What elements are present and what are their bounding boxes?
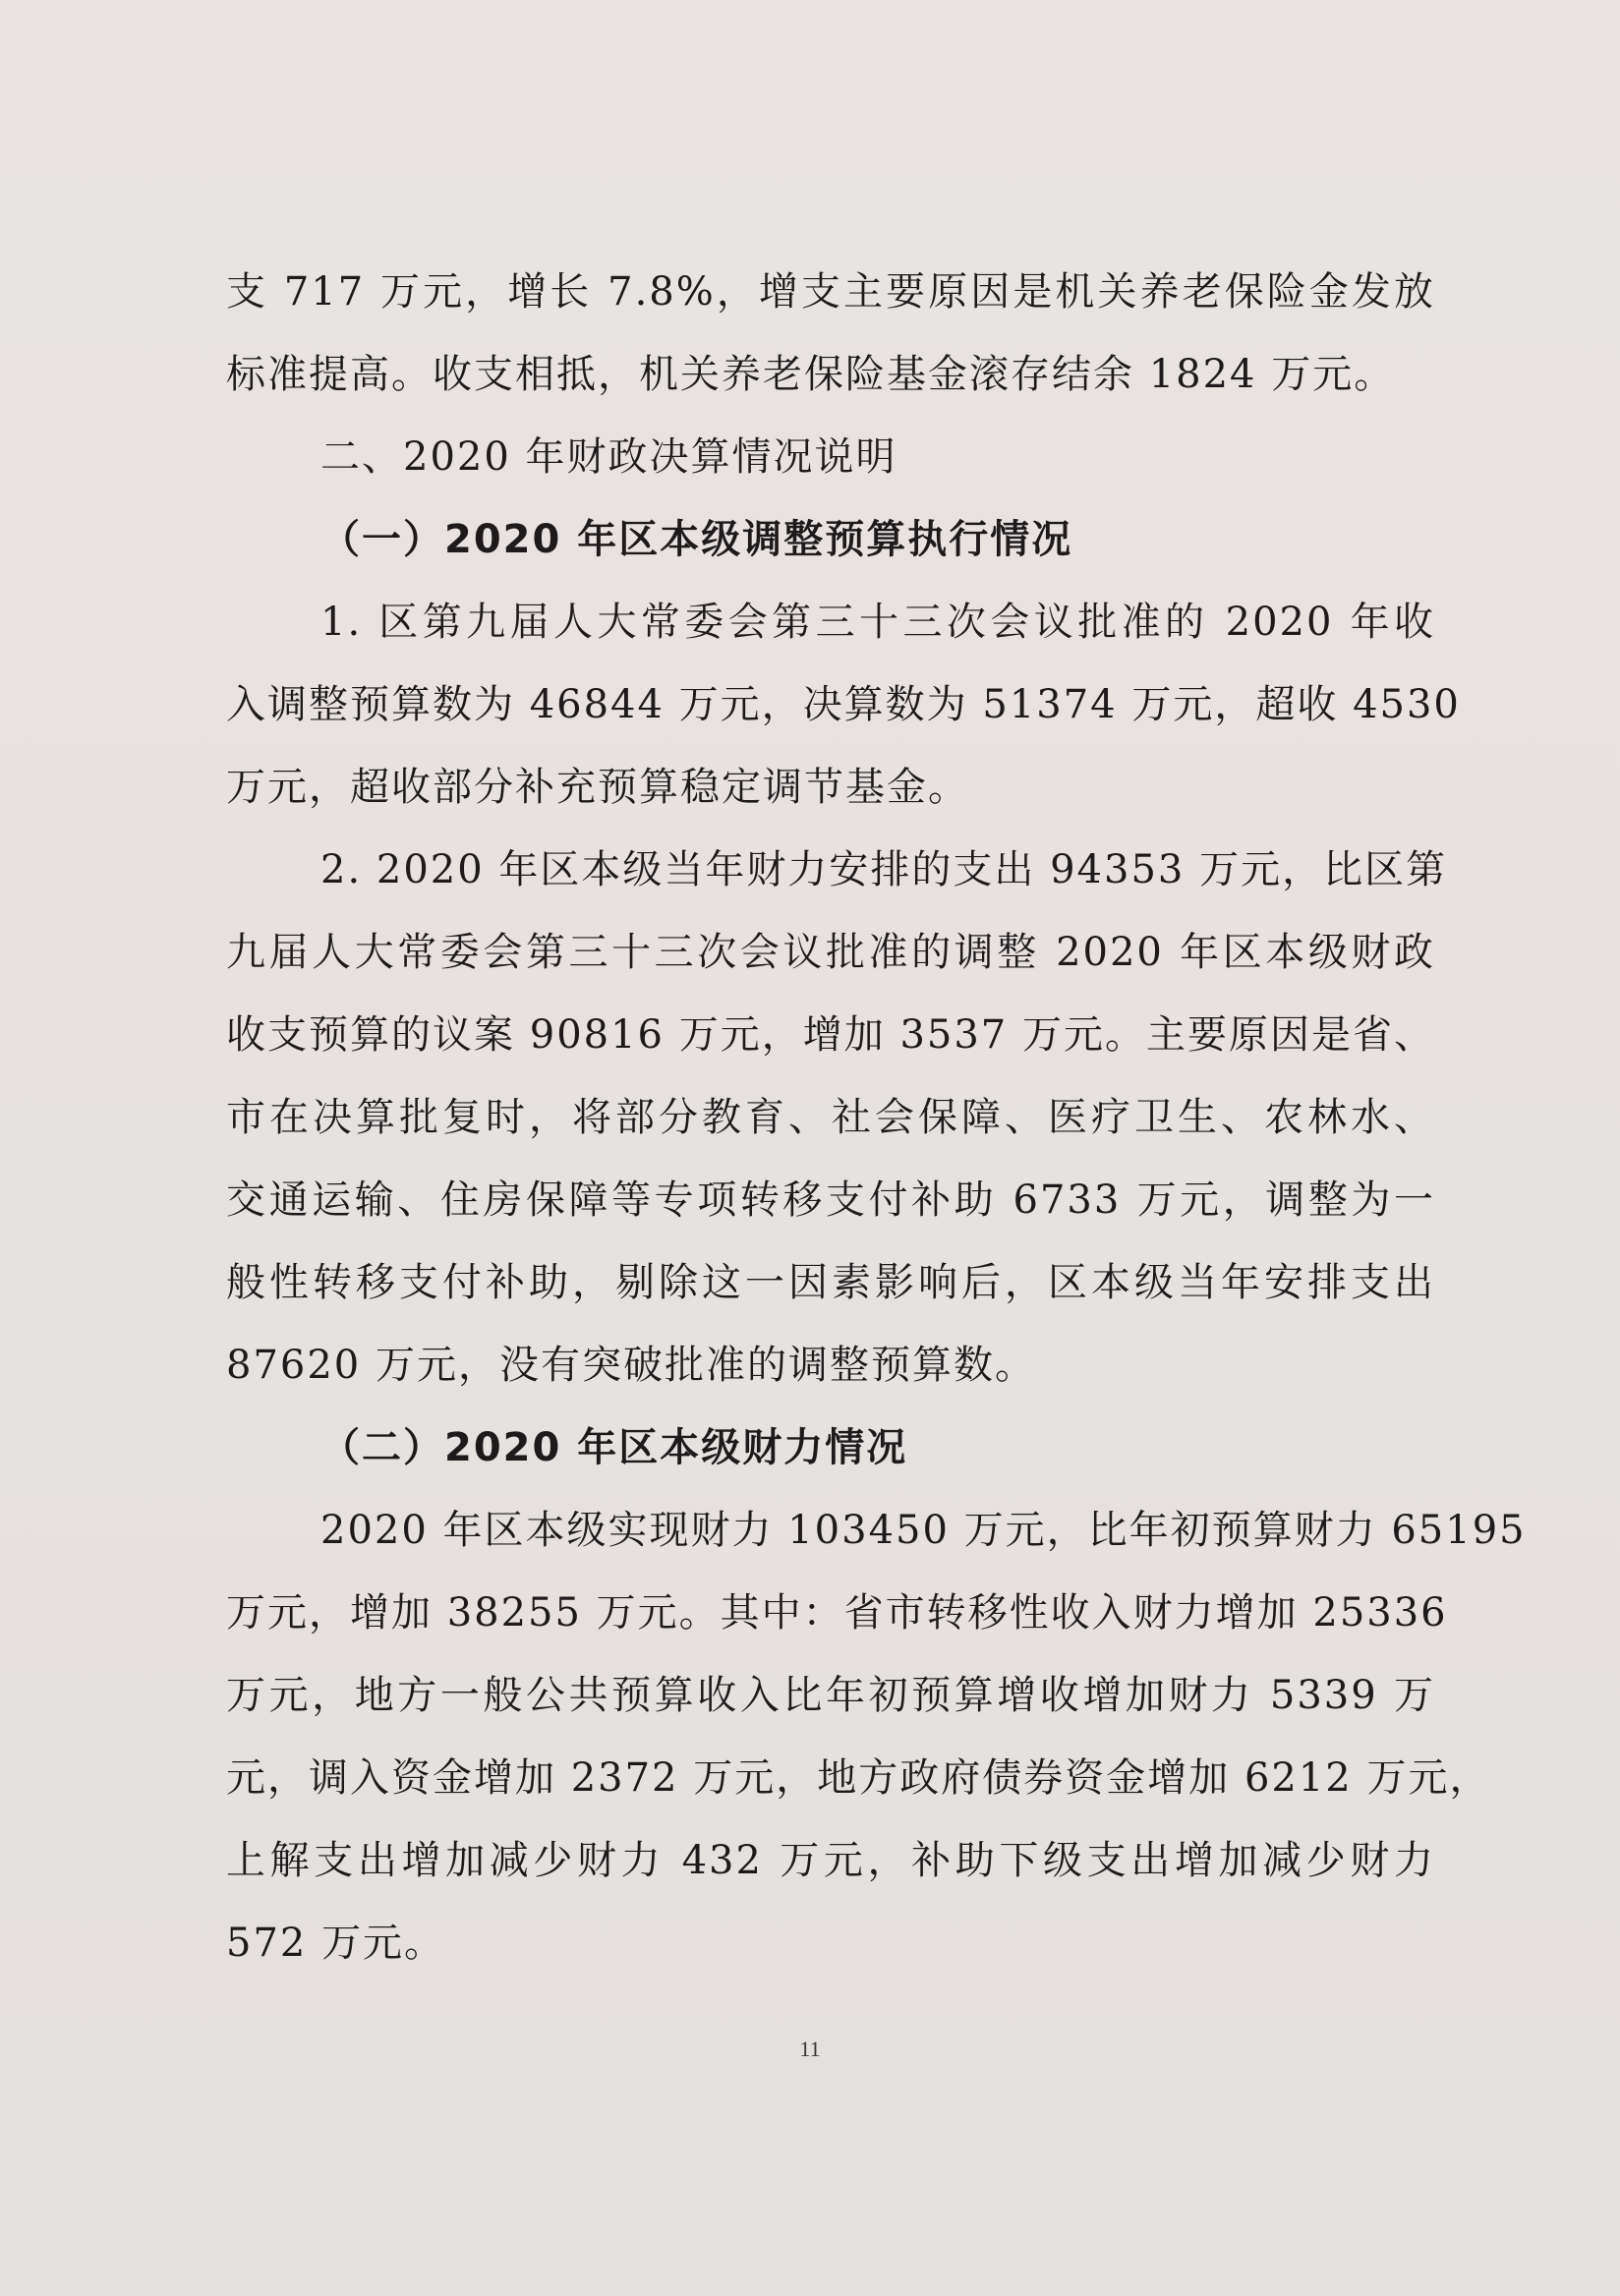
subsection-heading: （一）2020 年区本级调整预算执行情况 xyxy=(320,517,1073,562)
text-line: 支 717 万元，增长 7.8%，增支主要原因是机关养老保险金发放 xyxy=(226,269,1435,315)
text-line: 收支预算的议案 90816 万元，增加 3537 万元。主要原因是省、 xyxy=(226,1012,1435,1058)
body-text xyxy=(226,251,1527,1984)
text-line: 交通运输、住房保障等专项转移支付补助 6733 万元，调整为一 xyxy=(226,1177,1435,1223)
text-line: 上解支出增加减少财力 432 万元，补助下级支出增加减少财力 xyxy=(226,1838,1435,1883)
text-line: 572 万元。 xyxy=(226,1921,446,1966)
text-line: 九届人大常委会第三十三次会议批准的调整 2020 年区本级财政 xyxy=(226,930,1435,975)
text-line: 般性转移支付补助，剔除这一因素影响后，区本级当年安排支出 xyxy=(226,1260,1435,1305)
text-line: 市在决算批复时，将部分教育、社会保障、医疗卫生、农林水、 xyxy=(226,1095,1435,1140)
text-line: 万元，地方一般公共预算收入比年初预算增收增加财力 5339 万 xyxy=(226,1673,1435,1718)
text-line: 87620 万元，没有突破批准的调整预算数。 xyxy=(226,1343,1036,1388)
text-line: 万元，增加 38255 万元。其中：省市转移性收入财力增加 25336 xyxy=(226,1590,1448,1636)
page-number: 11 xyxy=(799,2037,821,2061)
text-line: 2020 年区本级实现财力 103450 万元，比年初预算财力 65195 xyxy=(320,1508,1527,1553)
text-line: 万元，超收部分补充预算稳定调节基金。 xyxy=(226,765,969,810)
text-line: 标准提高。收支相抵，机关养老保险基金滚存结余 1824 万元。 xyxy=(226,352,1396,397)
text-line: 入调整预算数为 46844 万元，决算数为 51374 万元，超收 4530 xyxy=(226,682,1461,727)
subsection-heading: （二）2020 年区本级财力情况 xyxy=(320,1425,908,1470)
section-heading: 二、2020 年财政决算情况说明 xyxy=(320,434,897,480)
text-line: 2. 2020 年区本级当年财力安排的支出 94353 万元，比区第 xyxy=(320,847,1448,892)
text-line: 元，调入资金增加 2372 万元，地方政府债券资金增加 6212 万元， xyxy=(226,1755,1491,1801)
text-line: 1. 区第九届人大常委会第三十三次会议批准的 2020 年收 xyxy=(320,600,1435,645)
